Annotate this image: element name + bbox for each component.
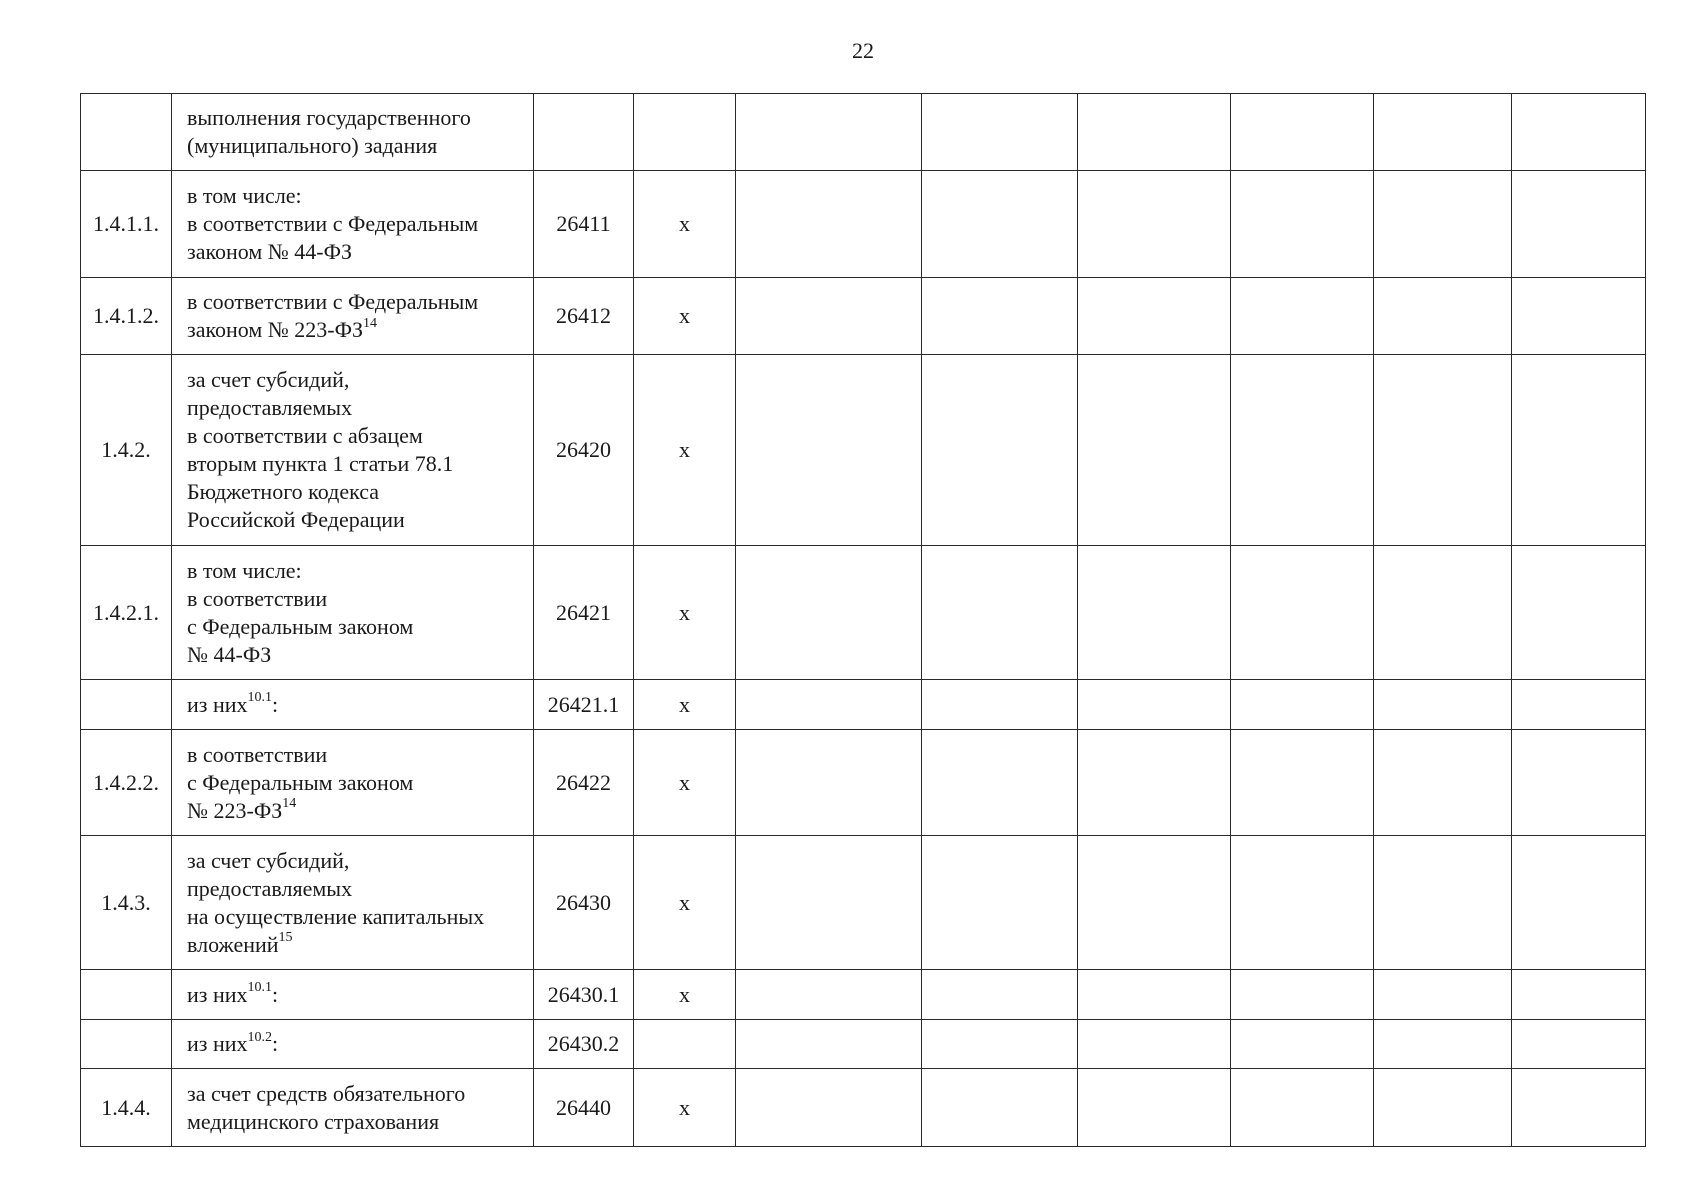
empty-cell (1374, 546, 1512, 680)
row-number (81, 680, 172, 730)
empty-cell (736, 355, 922, 546)
description-text: в соответствии с Федеральным (187, 289, 479, 314)
description-line (187, 641, 527, 669)
row-description (172, 730, 534, 836)
description-suffix: : (272, 981, 279, 1007)
description-text: № 44-ФЗ (187, 641, 272, 667)
table-body (81, 94, 1646, 1147)
row-mark: х (634, 1069, 736, 1147)
table-row (81, 970, 1646, 1020)
description-text: в соответствии (187, 585, 328, 611)
description-text: с Федеральным законом (187, 769, 414, 795)
description-text: предоставляемых (187, 395, 353, 420)
description-suffix: : (272, 691, 279, 717)
row-code: 26440 (534, 1069, 634, 1147)
row-number: 1.4.4. (81, 1069, 172, 1147)
description-text: вторым пункта 1 статьи 78.1 (187, 451, 454, 476)
description-text: Российской Федерации (187, 507, 405, 532)
empty-cell (922, 680, 1078, 730)
empty-cell (922, 1069, 1078, 1147)
row-code: 26422 (534, 730, 634, 836)
description-line (187, 450, 527, 478)
empty-cell (1078, 970, 1231, 1020)
row-number: 1.4.1.1. (81, 171, 172, 278)
row-mark (634, 1020, 736, 1069)
description-line (187, 797, 527, 825)
table-row (81, 355, 1646, 546)
empty-cell (1512, 355, 1646, 546)
row-number (81, 970, 172, 1020)
table-row (81, 680, 1646, 730)
description-suffix: : (272, 1031, 279, 1056)
row-mark: х (634, 730, 736, 836)
description-line (187, 1030, 527, 1058)
description-text: из них (187, 1031, 248, 1056)
empty-cell (1231, 278, 1374, 355)
footnote-ref: 10.2 (247, 1029, 273, 1045)
row-number: 1.4.2. (81, 355, 172, 546)
description-text: медицинского страхования (187, 1108, 440, 1134)
empty-cell (1078, 680, 1231, 730)
empty-cell (1078, 1020, 1231, 1069)
description-text: законом № 44-ФЗ (187, 239, 353, 264)
row-description (172, 94, 534, 171)
row-code: 26411 (534, 171, 634, 278)
empty-cell (736, 171, 922, 278)
row-code: 26412 (534, 278, 634, 355)
description-text: в соответствии с Федеральным (187, 211, 479, 236)
table-row (81, 278, 1646, 355)
description-line (187, 316, 527, 344)
empty-cell (1512, 970, 1646, 1020)
empty-cell (1231, 355, 1374, 546)
empty-cell (1231, 680, 1374, 730)
description-text: с Федеральным законом (187, 613, 414, 639)
description-line (187, 847, 527, 875)
row-number: 1.4.2.1. (81, 546, 172, 680)
footnote-ref: 15 (278, 930, 293, 946)
description-line (187, 931, 527, 959)
description-line (187, 1080, 527, 1108)
row-description (172, 1069, 534, 1147)
empty-cell (922, 94, 1078, 171)
row-number (81, 1020, 172, 1069)
description-line (187, 104, 527, 132)
row-number: 1.4.1.2. (81, 278, 172, 355)
empty-cell (736, 1020, 922, 1069)
row-mark: х (634, 355, 736, 546)
description-text: из них (187, 691, 248, 717)
description-text: выполнения государственного (187, 105, 471, 130)
empty-cell (1512, 730, 1646, 836)
row-mark: х (634, 278, 736, 355)
row-number (81, 94, 172, 171)
row-description (172, 1020, 534, 1069)
description-line (187, 506, 527, 534)
row-mark (634, 94, 736, 171)
empty-cell (922, 730, 1078, 836)
empty-cell (1374, 94, 1512, 171)
description-line (187, 210, 527, 238)
empty-cell (922, 546, 1078, 680)
row-code (534, 94, 634, 171)
table-row (81, 171, 1646, 278)
empty-cell (736, 546, 922, 680)
row-mark: х (634, 680, 736, 730)
empty-cell (1078, 1069, 1231, 1147)
description-text: в том числе: (187, 183, 302, 208)
description-text: в соответствии с абзацем (187, 423, 423, 448)
row-code: 26430 (534, 836, 634, 970)
description-line (187, 769, 527, 797)
description-text: за счет средств обязательного (187, 1080, 466, 1106)
row-code: 26421.1 (534, 680, 634, 730)
empty-cell (1512, 546, 1646, 680)
empty-cell (1374, 1069, 1512, 1147)
description-text: за счет субсидий, (187, 847, 350, 873)
empty-cell (1512, 1020, 1646, 1069)
row-description (172, 278, 534, 355)
description-text: из них (187, 981, 248, 1007)
table-row (81, 94, 1646, 171)
table-row (81, 1020, 1646, 1069)
row-code: 26421 (534, 546, 634, 680)
empty-cell (1231, 1069, 1374, 1147)
footnote-ref: 14 (282, 796, 297, 812)
page-number: 22 (852, 38, 874, 63)
row-number: 1.4.3. (81, 836, 172, 970)
description-line (187, 394, 527, 422)
empty-cell (1231, 1020, 1374, 1069)
description-text: законом № 223-ФЗ (187, 317, 364, 342)
empty-cell (922, 278, 1078, 355)
description-line (187, 557, 527, 585)
empty-cell (1374, 171, 1512, 278)
row-description (172, 680, 534, 730)
row-number: 1.4.2.2. (81, 730, 172, 836)
empty-cell (1512, 171, 1646, 278)
table-row (81, 730, 1646, 836)
empty-cell (1512, 680, 1646, 730)
description-line (187, 741, 527, 769)
description-line (187, 288, 527, 316)
empty-cell (1231, 730, 1374, 836)
description-text: (муниципального) задания (187, 133, 438, 158)
empty-cell (1078, 94, 1231, 171)
description-text: вложений (187, 931, 279, 957)
row-mark: х (634, 171, 736, 278)
row-description (172, 355, 534, 546)
description-text: в соответствии (187, 741, 328, 767)
description-line (187, 875, 527, 903)
empty-cell (1078, 836, 1231, 970)
empty-cell (736, 836, 922, 970)
empty-cell (1374, 836, 1512, 970)
empty-cell (1231, 836, 1374, 970)
empty-cell (1078, 171, 1231, 278)
row-mark: х (634, 836, 736, 970)
row-code: 26430.1 (534, 970, 634, 1020)
empty-cell (1512, 94, 1646, 171)
empty-cell (1512, 278, 1646, 355)
row-description (172, 171, 534, 278)
empty-cell (922, 355, 1078, 546)
empty-cell (922, 836, 1078, 970)
description-line (187, 182, 527, 210)
empty-cell (1374, 730, 1512, 836)
description-line (187, 613, 527, 641)
description-line (187, 132, 527, 160)
empty-cell (736, 94, 922, 171)
empty-cell (1512, 836, 1646, 970)
empty-cell (1078, 278, 1231, 355)
description-line (187, 366, 527, 394)
description-text: предоставляемых (187, 875, 353, 901)
footnote-ref: 10.1 (247, 690, 273, 706)
empty-cell (1078, 355, 1231, 546)
description-line (187, 1108, 527, 1136)
description-text: в том числе: (187, 557, 302, 583)
description-line (187, 238, 527, 266)
table-row (81, 836, 1646, 970)
description-text: на осуществление капитальных (187, 903, 485, 929)
empty-cell (1078, 546, 1231, 680)
empty-cell (1374, 680, 1512, 730)
empty-cell (1374, 278, 1512, 355)
empty-cell (1231, 970, 1374, 1020)
empty-cell (1374, 355, 1512, 546)
empty-cell (922, 1020, 1078, 1069)
empty-cell (1078, 730, 1231, 836)
empty-cell (1374, 1020, 1512, 1069)
empty-cell (736, 730, 922, 836)
empty-cell (1231, 546, 1374, 680)
row-code: 26430.2 (534, 1020, 634, 1069)
description-text: за счет субсидий, (187, 367, 350, 392)
description-text: № 223-ФЗ (187, 797, 283, 823)
empty-cell (922, 970, 1078, 1020)
row-code: 26420 (534, 355, 634, 546)
description-line (187, 691, 527, 719)
table-row (81, 546, 1646, 680)
empty-cell (736, 1069, 922, 1147)
empty-cell (922, 171, 1078, 278)
row-mark: х (634, 546, 736, 680)
empty-cell (736, 680, 922, 730)
empty-cell (1512, 1069, 1646, 1147)
empty-cell (1231, 94, 1374, 171)
empty-cell (736, 278, 922, 355)
footnote-ref: 10.1 (247, 980, 273, 996)
description-line (187, 422, 527, 450)
empty-cell (1231, 171, 1374, 278)
empty-cell (736, 970, 922, 1020)
row-description (172, 836, 534, 970)
empty-cell (1374, 970, 1512, 1020)
description-line (187, 981, 527, 1009)
description-line (187, 903, 527, 931)
footnote-ref: 14 (363, 315, 378, 331)
row-description (172, 546, 534, 680)
row-description (172, 970, 534, 1020)
table-row (81, 1069, 1646, 1147)
description-line (187, 585, 527, 613)
description-line (187, 478, 527, 506)
description-text: Бюджетного кодекса (187, 479, 380, 504)
row-mark: х (634, 970, 736, 1020)
report-table (80, 93, 1646, 1147)
